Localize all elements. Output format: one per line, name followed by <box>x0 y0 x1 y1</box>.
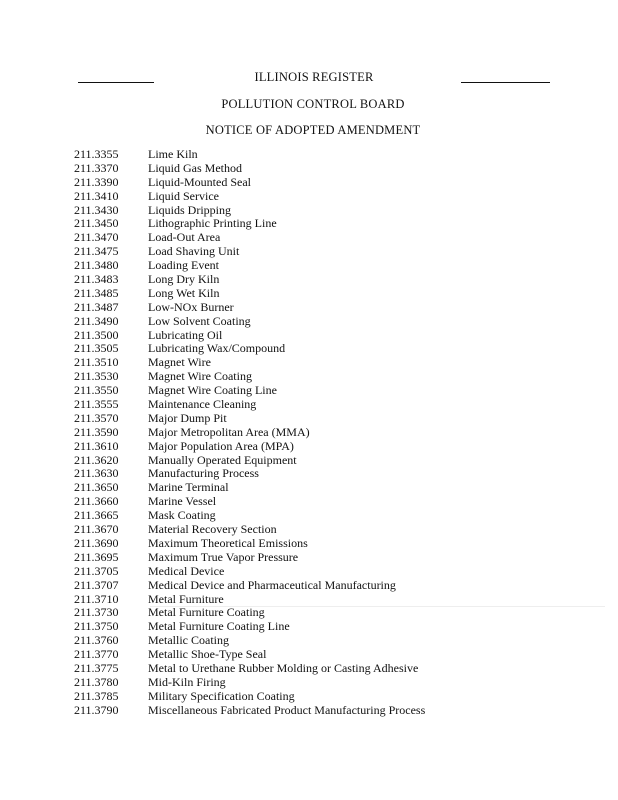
list-item <box>74 662 425 676</box>
defined-term: Low Solvent Coating <box>148 313 251 328</box>
section-number: 211.3485 <box>74 285 119 300</box>
defined-term: Mask Coating <box>148 508 216 523</box>
list-item <box>74 204 425 218</box>
section-number: 211.3530 <box>74 369 119 384</box>
section-number: 211.3785 <box>74 688 119 703</box>
defined-term: Long Wet Kiln <box>148 285 220 300</box>
defined-term: Maximum True Vapor Pressure <box>148 549 299 564</box>
defined-term: Loading Event <box>148 258 219 273</box>
list-item <box>74 287 425 301</box>
defined-term: Liquid Gas Method <box>148 160 242 175</box>
section-number: 211.3430 <box>74 202 119 217</box>
list-item <box>74 537 425 551</box>
definitions-list <box>74 148 425 718</box>
section-number: 211.3790 <box>74 702 119 717</box>
section-number: 211.3690 <box>74 535 119 550</box>
list-item <box>74 190 425 204</box>
section-number: 211.3490 <box>74 313 119 328</box>
list-item <box>74 342 425 356</box>
list-item <box>74 565 425 579</box>
list-item <box>74 384 425 398</box>
section-number: 211.3760 <box>74 633 119 648</box>
list-item <box>74 217 425 231</box>
section-number: 211.3750 <box>74 619 119 634</box>
list-item <box>74 148 425 162</box>
defined-term: Load-Out Area <box>148 230 221 245</box>
defined-term: Liquid Service <box>148 188 219 203</box>
section-number: 211.3590 <box>74 424 119 439</box>
defined-term: Metal to Urethane Rubber Molding or Casting Adhesive <box>148 660 419 675</box>
list-item <box>74 606 425 620</box>
defined-term: Metallic Shoe-Type Seal <box>148 647 267 662</box>
defined-term: Metallic Coating <box>148 633 229 648</box>
section-number: 211.3780 <box>74 674 119 689</box>
section-number: 211.3670 <box>74 522 119 537</box>
register-header <box>78 70 550 84</box>
defined-term: Metal Furniture <box>148 591 224 606</box>
section-number: 211.3707 <box>74 577 119 592</box>
list-item <box>74 620 425 634</box>
section-number: 211.3610 <box>74 438 119 453</box>
board-name: POLLUTION CONTROL BOARD <box>221 97 405 111</box>
section-number: 211.3480 <box>74 258 119 273</box>
register-title: ILLINOIS REGISTER <box>254 70 374 84</box>
section-number: 211.3620 <box>74 452 119 467</box>
defined-term: Mid-Kiln Firing <box>148 674 226 689</box>
list-item <box>74 634 425 648</box>
list-item <box>74 690 425 704</box>
section-number: 211.3475 <box>74 244 119 259</box>
section-number: 211.3450 <box>74 216 119 231</box>
list-item <box>74 176 425 190</box>
notice-title: NOTICE OF ADOPTED AMENDMENT <box>205 123 421 137</box>
defined-term: Lime Kiln <box>148 147 198 161</box>
section-number: 211.3770 <box>74 647 119 662</box>
section-number: 211.3505 <box>74 341 119 356</box>
defined-term: Marine Vessel <box>148 494 217 509</box>
list-item <box>74 245 425 259</box>
defined-term: Major Metropolitan Area (MMA) <box>148 424 310 439</box>
list-item <box>74 398 425 412</box>
defined-term: Material Recovery Section <box>148 522 277 537</box>
header-rule-right <box>461 82 550 83</box>
defined-term: Miscellaneous Fabricated Product Manufacturing Process <box>148 702 426 717</box>
list-item <box>74 370 425 384</box>
list-item <box>74 356 425 370</box>
list-item <box>74 648 425 662</box>
defined-term: Maintenance Cleaning <box>148 397 257 412</box>
defined-term: Load Shaving Unit <box>148 244 240 259</box>
section-number: 211.3550 <box>74 383 119 398</box>
list-item <box>74 481 425 495</box>
defined-term: Magnet Wire <box>148 355 211 370</box>
section-number: 211.3775 <box>74 660 119 675</box>
section-number: 211.3370 <box>74 160 119 175</box>
defined-term: Major Dump Pit <box>148 410 227 425</box>
list-item <box>74 440 425 454</box>
defined-term: Low-NOx Burner <box>148 299 234 314</box>
section-number: 211.3665 <box>74 508 119 523</box>
section-number: 211.3555 <box>74 397 119 412</box>
section-number: 211.3410 <box>74 188 119 203</box>
defined-term: Magnet Wire Coating Line <box>148 383 277 398</box>
section-number: 211.3650 <box>74 480 119 495</box>
defined-term: Metal Furniture Coating Line <box>148 619 290 634</box>
list-item <box>74 454 425 468</box>
list-item <box>74 509 425 523</box>
defined-term: Long Dry Kiln <box>148 272 220 287</box>
defined-term: Medical Device <box>148 563 225 578</box>
list-item <box>74 329 425 343</box>
section-number: 211.3510 <box>74 355 119 370</box>
defined-term: Magnet Wire Coating <box>148 369 252 384</box>
defined-term: Manually Operated Equipment <box>148 452 297 467</box>
list-item <box>74 579 425 593</box>
list-item <box>74 495 425 509</box>
list-item <box>74 593 425 607</box>
defined-term: Liquid-Mounted Seal <box>148 174 251 189</box>
list-item <box>74 231 425 245</box>
list-item <box>74 273 425 287</box>
defined-term: Metal Furniture Coating <box>148 605 265 620</box>
defined-term: Lithographic Printing Line <box>148 216 277 231</box>
section-number: 211.3355 <box>74 147 119 161</box>
list-item <box>74 412 425 426</box>
list-item <box>74 676 425 690</box>
section-number: 211.3730 <box>74 605 119 620</box>
section-number: 211.3500 <box>74 327 119 342</box>
defined-term: Lubricating Oil <box>148 327 223 342</box>
section-number: 211.3705 <box>74 563 119 578</box>
section-number: 211.3660 <box>74 494 119 509</box>
section-number: 211.3710 <box>74 591 119 606</box>
list-item <box>74 162 425 176</box>
defined-term: Marine Terminal <box>148 480 229 495</box>
list-item <box>74 467 425 481</box>
section-number: 211.3390 <box>74 174 119 189</box>
section-number: 211.3570 <box>74 410 119 425</box>
list-item <box>74 315 425 329</box>
list-item <box>74 551 425 565</box>
list-item <box>74 301 425 315</box>
defined-term: Manufacturing Process <box>148 466 259 481</box>
defined-term: Major Population Area (MPA) <box>148 438 294 453</box>
defined-term: Medical Device and Pharmaceutical Manufacturing <box>148 577 396 592</box>
list-item <box>74 259 425 273</box>
section-number: 211.3483 <box>74 272 119 287</box>
defined-term: Military Specification Coating <box>148 688 295 703</box>
scan-artifact-line <box>150 606 605 607</box>
section-number: 211.3470 <box>74 230 119 245</box>
defined-term: Maximum Theoretical Emissions <box>148 535 308 550</box>
section-number: 211.3695 <box>74 549 119 564</box>
list-item <box>74 523 425 537</box>
defined-term: Lubricating Wax/Compound <box>148 341 286 356</box>
section-number: 211.3487 <box>74 299 119 314</box>
list-item <box>74 426 425 440</box>
defined-term: Liquids Dripping <box>148 202 231 217</box>
list-item <box>74 704 425 718</box>
section-number: 211.3630 <box>74 466 119 481</box>
